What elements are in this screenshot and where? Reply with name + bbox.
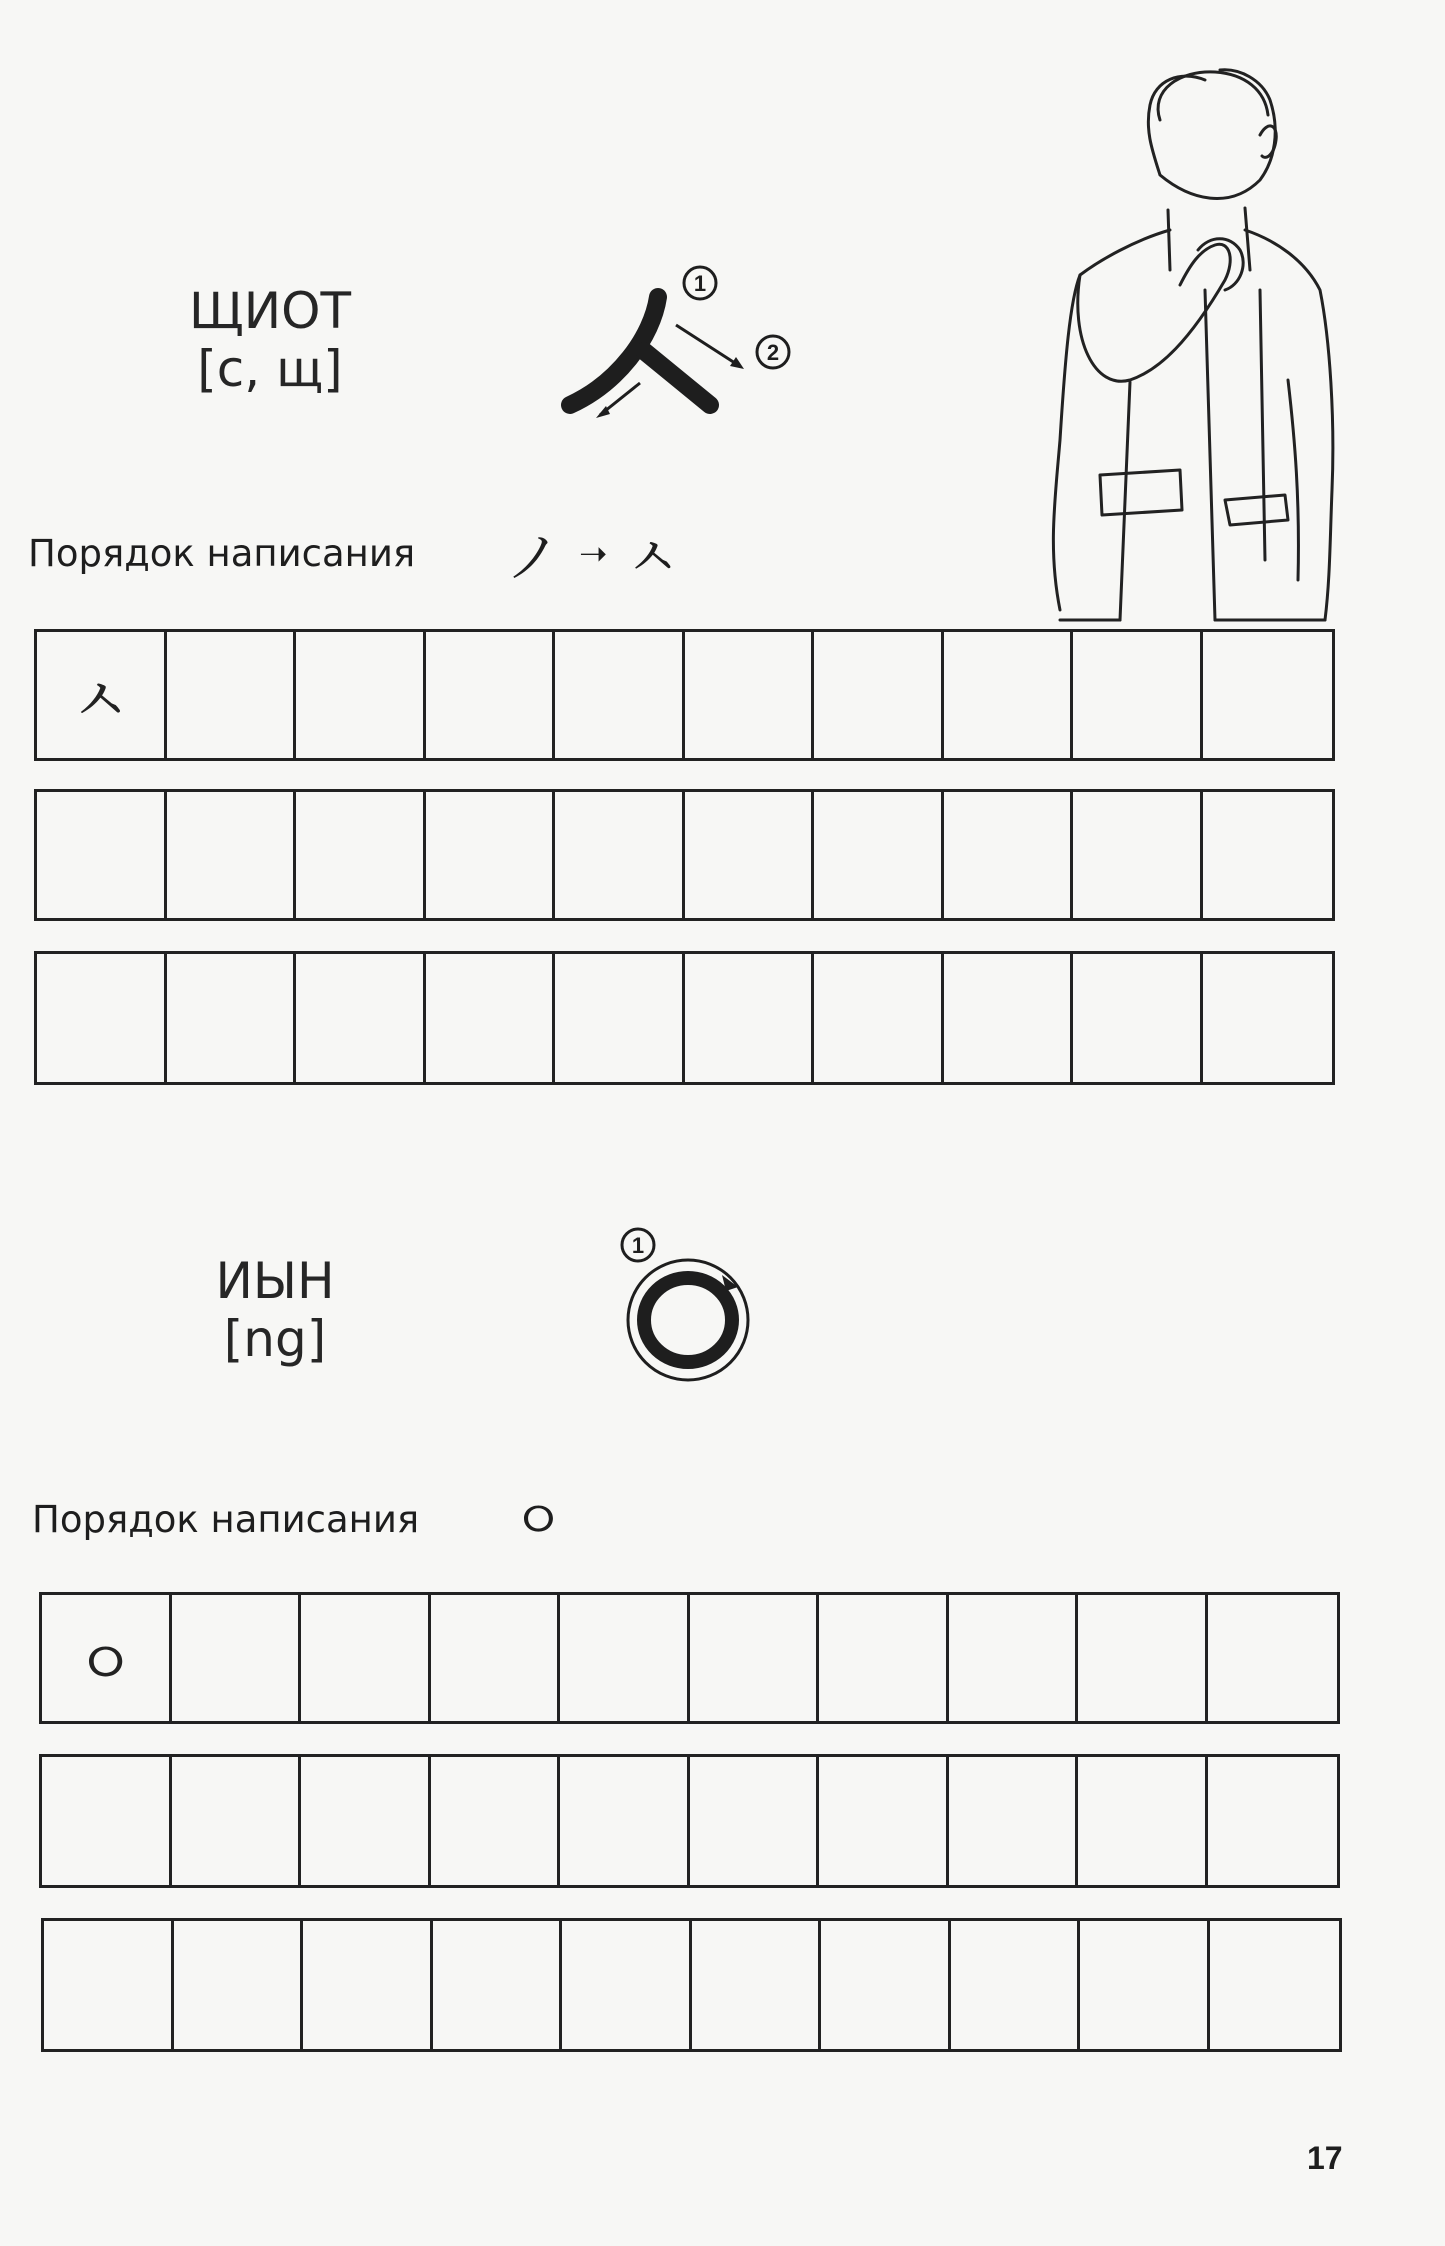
practice-cell[interactable] (814, 632, 944, 758)
practice-cell[interactable] (555, 792, 685, 918)
practice-cell[interactable] (685, 954, 815, 1082)
letter-name-2 (155, 1252, 395, 1368)
practice-cell[interactable] (1210, 1921, 1340, 2049)
order-step-1: ㅇ (512, 1489, 565, 1552)
arrow-2 (676, 325, 738, 365)
practice-cell[interactable] (1073, 632, 1203, 758)
practice-cell[interactable] (690, 1595, 820, 1721)
practice-cell[interactable] (949, 1757, 1079, 1885)
bleed-through-heading (30, 90, 51, 170)
practice-cell[interactable] (1208, 1757, 1338, 1885)
practice-cell[interactable] (821, 1921, 951, 2049)
practice-cell[interactable] (562, 1921, 692, 2049)
siot-stroke-2 (644, 351, 710, 405)
practice-cell[interactable] (172, 1595, 302, 1721)
practice-cell[interactable] (303, 1921, 433, 2049)
right-arrow-icon: ➝ (579, 534, 608, 574)
practice-cell[interactable] (692, 1921, 822, 2049)
practice-cell[interactable] (690, 1757, 820, 1885)
practice-cell[interactable] (426, 632, 556, 758)
practice-cell[interactable] (814, 954, 944, 1082)
practice-grid-siot-row-2 (34, 789, 1335, 921)
practice-cell[interactable] (42, 1757, 172, 1885)
practice-cell[interactable] (174, 1921, 304, 2049)
order-step-1: ノ (505, 526, 561, 591)
practice-cell[interactable] (951, 1921, 1081, 2049)
practice-cell[interactable] (819, 1757, 949, 1885)
practice-cell[interactable] (944, 792, 1074, 918)
stroke-number-1: 1 (693, 271, 707, 296)
practice-cell[interactable] (1078, 1757, 1208, 1885)
order-label-2: Порядок написания (32, 1498, 420, 1541)
letter-name-1-sound: [с, щ] (197, 340, 343, 398)
practice-cell[interactable] (560, 1595, 690, 1721)
practice-cell[interactable] (296, 954, 426, 1082)
practice-cell[interactable] (1080, 1921, 1210, 2049)
practice-cell[interactable] (301, 1757, 431, 1885)
practice-cell[interactable] (1203, 954, 1333, 1082)
practice-cell[interactable] (296, 632, 426, 758)
practice-cell[interactable] (167, 792, 297, 918)
practice-cell[interactable] (301, 1595, 431, 1721)
practice-cell[interactable] (1203, 632, 1333, 758)
practice-cell[interactable] (1203, 792, 1333, 918)
practice-cell[interactable] (431, 1757, 561, 1885)
page-number: 17 (1307, 2140, 1343, 2176)
practice-cell[interactable] (1073, 954, 1203, 1082)
stroke-number-1: 1 (631, 1233, 645, 1258)
order-label-1: Порядок написания (28, 532, 416, 575)
practice-cell[interactable] (555, 632, 685, 758)
letter-name-2-title: ИЫН (215, 1252, 335, 1310)
practice-grid-ieung-row-1 (39, 1592, 1340, 1724)
stroke-diagram-siot (560, 255, 820, 435)
letter-name-1 (150, 282, 390, 398)
order-steps-2 (512, 1478, 564, 1555)
arrow-2-head (730, 357, 744, 369)
practice-grid-ieung-row-3 (41, 1918, 1342, 2052)
practice-cell[interactable] (949, 1595, 1079, 1721)
practice-cell[interactable] (944, 632, 1074, 758)
practice-cell[interactable] (167, 954, 297, 1082)
practice-cell[interactable] (167, 632, 297, 758)
stroke-number-2: 2 (766, 340, 780, 365)
practice-cell[interactable] (560, 1757, 690, 1885)
practice-cell[interactable] (555, 954, 685, 1082)
practice-cell[interactable] (1208, 1595, 1338, 1721)
practice-cell-sample: ㅇ (42, 1595, 172, 1721)
letter-name-2-sound: [ng] (223, 1310, 327, 1368)
practice-cell[interactable] (431, 1595, 561, 1721)
practice-cell[interactable] (433, 1921, 563, 2049)
ieung-stroke (644, 1278, 732, 1362)
practice-cell[interactable] (944, 954, 1074, 1082)
practice-grid-ieung-row-2 (39, 1754, 1340, 1888)
practice-grid-siot-row-1 (34, 629, 1335, 761)
order-steps-1 (505, 514, 680, 594)
practice-cell[interactable] (685, 792, 815, 918)
practice-cell[interactable] (685, 632, 815, 758)
practice-cell[interactable] (37, 954, 167, 1082)
practice-cell[interactable] (37, 792, 167, 918)
order-step-2: ㅅ (625, 526, 680, 591)
practice-grid-siot-row-3 (34, 951, 1335, 1085)
practice-cell[interactable] (814, 792, 944, 918)
practice-cell[interactable] (296, 792, 426, 918)
letter-name-1-title: ЩИОТ (189, 282, 351, 340)
practice-cell[interactable] (819, 1595, 949, 1721)
practice-cell[interactable] (1078, 1595, 1208, 1721)
man-in-suit-illustration (1040, 60, 1340, 630)
practice-cell[interactable] (426, 954, 556, 1082)
stroke-diagram-ieung (610, 1215, 760, 1385)
practice-cell[interactable] (426, 792, 556, 918)
practice-cell[interactable] (172, 1757, 302, 1885)
practice-cell[interactable] (1073, 792, 1203, 918)
practice-cell[interactable] (44, 1921, 174, 2049)
practice-cell-sample: ㅅ (37, 632, 167, 758)
